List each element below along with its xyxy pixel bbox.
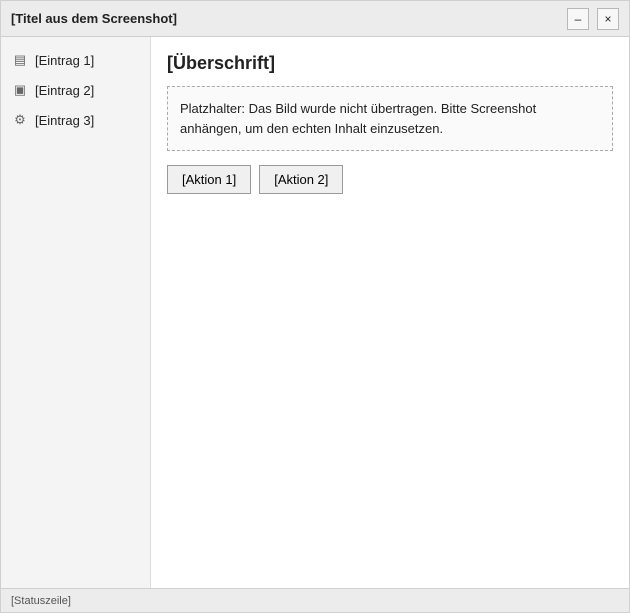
placeholder-notice: Platzhalter: Das Bild wurde nicht übertragen. Bitte Screenshot anhängen, um den echten Inhalt einzusetzen. (167, 86, 613, 151)
action-row (167, 165, 613, 194)
gear-icon: ⚙ (14, 112, 26, 127)
secondary-button[interactable]: [Aktion 2] (259, 165, 343, 194)
main-panel (151, 37, 629, 588)
primary-button[interactable]: [Aktion 1] (167, 165, 251, 194)
sidebar (1, 37, 151, 588)
status-bar (1, 588, 629, 612)
status-text: [Statuszeile] (11, 594, 71, 607)
page-title: [Überschrift] (167, 53, 276, 73)
window-title: [Titel aus dem Screenshot] (11, 11, 177, 26)
sidebar-item-2[interactable] (1, 75, 150, 105)
folder-icon: ▣ (13, 82, 27, 97)
sidebar-item-label: [Eintrag 3] (35, 112, 95, 128)
sidebar-item-3[interactable] (1, 105, 150, 135)
close-button[interactable]: × (597, 8, 619, 30)
sidebar-item-1[interactable] (1, 45, 150, 75)
content-area (1, 37, 629, 588)
minimize-button[interactable]: – (567, 8, 589, 30)
sidebar-item-label: [Eintrag 1] (35, 52, 95, 68)
title-bar (1, 1, 629, 37)
file-icon: ▤ (13, 52, 27, 67)
sidebar-item-label: [Eintrag 2] (35, 82, 95, 98)
